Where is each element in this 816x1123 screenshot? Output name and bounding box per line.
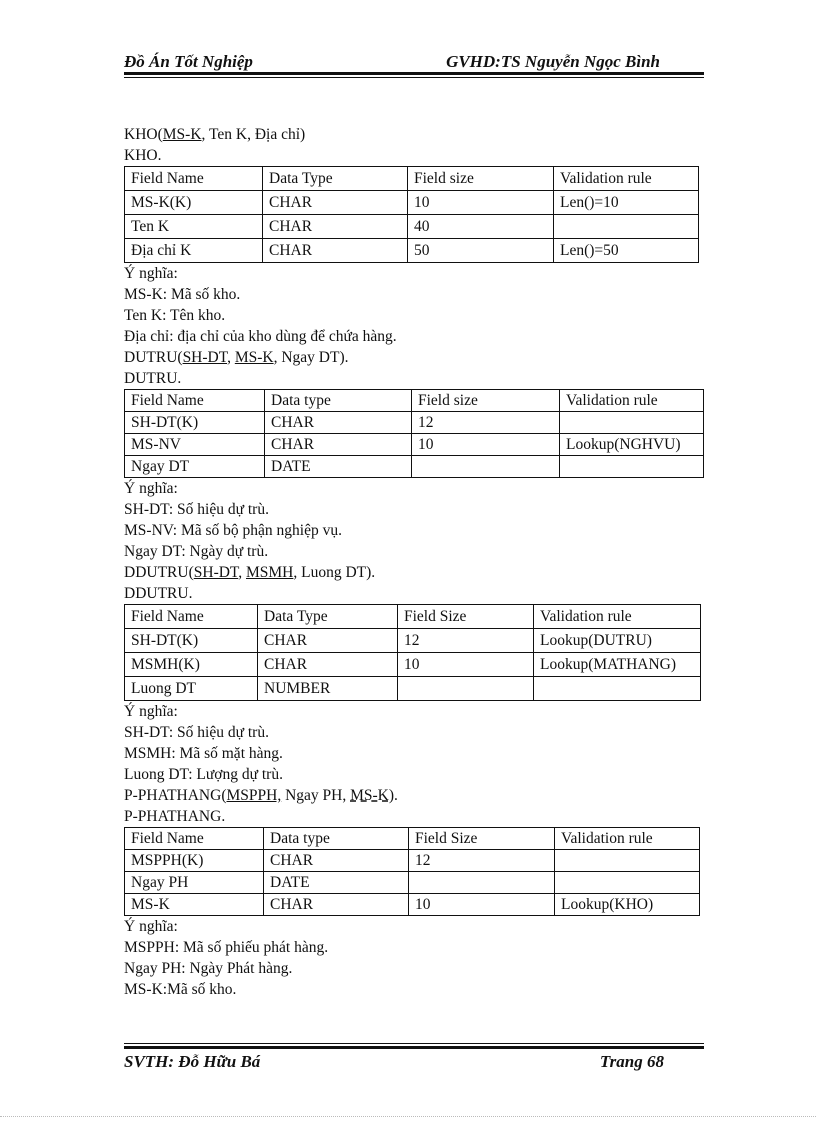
table-name-dutru: DUTRU.	[124, 370, 182, 387]
table-phathang	[124, 827, 700, 916]
table-dutru	[124, 389, 704, 478]
meaning-line: Luong DT: Lượng dự trù.	[124, 766, 283, 783]
table-name-phathang: P-PHATHANG.	[124, 808, 226, 825]
schema-dutru: DUTRU(SH-DT, MS-K, Ngay DT).	[124, 349, 349, 366]
meaning-line: MS-NV: Mã số bộ phận nghiệp vụ.	[124, 522, 342, 539]
header-rule	[124, 72, 704, 75]
meaning-line: SH-DT: Số hiệu dự trù.	[124, 724, 269, 741]
table-header-row: Field Name Data Type Field size Validation rule	[125, 167, 699, 191]
table-row: MS-K(K) CHAR 10 Len()=10	[125, 191, 699, 215]
table-row: SH-DT(K) CHAR 12	[125, 412, 704, 434]
table-header-row: Field Name Data type Field Size Validation rule	[125, 828, 700, 850]
meaning-line: SH-DT: Số hiệu dự trù.	[124, 501, 269, 518]
table-header-row: Field Name Data type Field size Validation rule	[125, 390, 704, 412]
footer-rule	[124, 1046, 704, 1049]
meaning-line: MSMH: Mã số mặt hàng.	[124, 745, 283, 762]
meaning-line: MSPPH: Mã số phiếu phát hàng.	[124, 939, 329, 956]
meaning-line: Địa chỉ: địa chỉ của kho dùng để chứa hàng.	[124, 328, 397, 345]
table-row: SH-DT(K) CHAR 12 Lookup(DUTRU)	[125, 629, 701, 653]
meaning-title: Ý nghĩa:	[124, 265, 178, 282]
meaning-title: Ý nghĩa:	[124, 918, 178, 935]
meaning-line: Ten K: Tên kho.	[124, 307, 226, 324]
meaning-line: Ngay PH: Ngày Phát hàng.	[124, 960, 293, 977]
table-row: Ngay DT DATE	[125, 456, 704, 478]
header-title: Đồ Án Tốt Nghiệp	[124, 52, 253, 71]
table-row: MS-NV CHAR 10 Lookup(NGHVU)	[125, 434, 704, 456]
table-row: MS-K CHAR 10 Lookup(KHO)	[125, 894, 700, 916]
table-row: Ten K CHAR 40	[125, 215, 699, 239]
table-header-row: Field Name Data Type Field Size Validation rule	[125, 605, 701, 629]
header-advisor: GVHD:TS Nguyễn Ngọc Bình	[446, 52, 660, 71]
footer-student: SVTH: Đỗ Hữu Bá	[124, 1052, 261, 1071]
meaning-line: MS-K:Mã số kho.	[124, 981, 237, 998]
page-edge	[0, 1116, 816, 1117]
meaning-line: MS-K: Mã số kho.	[124, 286, 241, 303]
table-row: Ngay PH DATE	[125, 872, 700, 894]
page-header	[124, 50, 704, 80]
schema-kho: KHO(MS-K, Ten K, Địa chỉ)	[124, 126, 306, 143]
header-rule-thin	[124, 77, 704, 78]
meaning-line: Ngay DT: Ngày dự trù.	[124, 543, 269, 560]
footer-rule-thin	[124, 1043, 704, 1044]
page-footer	[124, 1052, 704, 1078]
meaning-title: Ý nghĩa:	[124, 703, 178, 720]
table-row: Luong DT NUMBER	[125, 677, 701, 701]
table-kho	[124, 166, 699, 263]
schema-ddutru: DDUTRU(SH-DT, MSMH, Luong DT).	[124, 564, 376, 581]
meaning-title: Ý nghĩa:	[124, 480, 178, 497]
table-row: MSMH(K) CHAR 10 Lookup(MATHANG)	[125, 653, 701, 677]
schema-phathang: P-PHATHANG(MSPPH, Ngay PH, MS-K).	[124, 787, 398, 804]
table-ddutru	[124, 604, 701, 701]
page-number: Trang 68	[599, 1052, 664, 1071]
table-row: MSPPH(K) CHAR 12	[125, 850, 700, 872]
table-name-kho: KHO.	[124, 147, 162, 164]
document-body	[124, 124, 704, 1000]
table-row: Địa chỉ K CHAR 50 Len()=50	[125, 239, 699, 263]
table-name-ddutru: DDUTRU.	[124, 585, 193, 602]
